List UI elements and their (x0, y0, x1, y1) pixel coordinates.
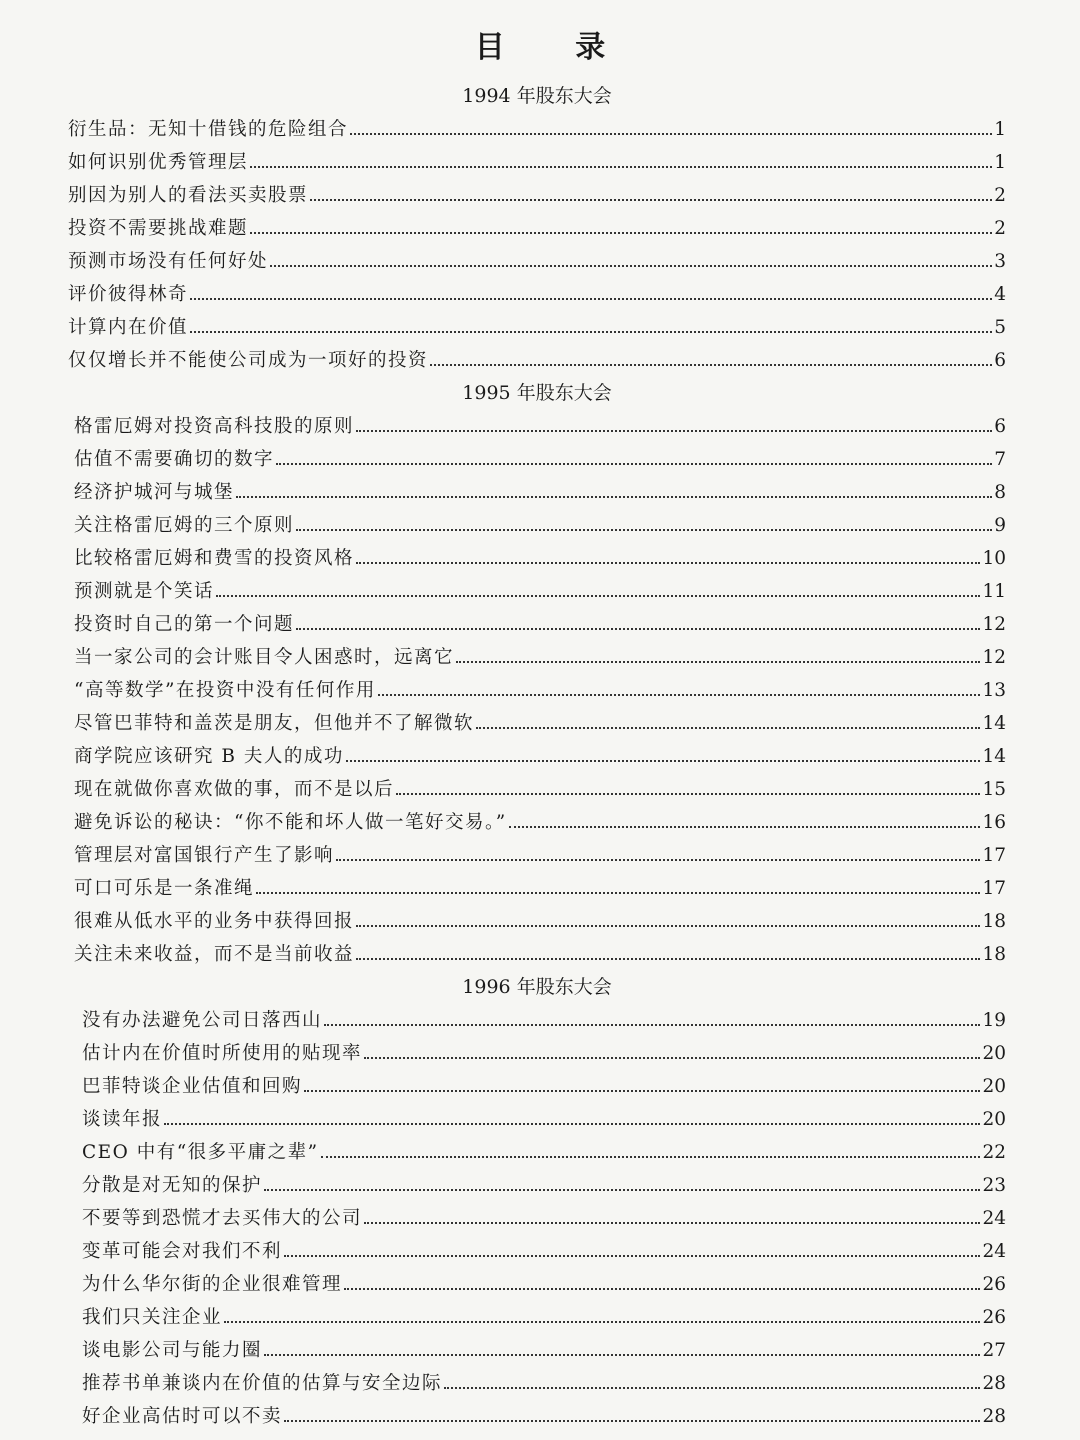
toc-entry-page-number: 4 (994, 284, 1006, 305)
toc-entry-page-number: 28 (982, 1373, 1006, 1394)
section-header: 1994 年股东大会 (462, 85, 612, 107)
dot-leader (356, 957, 980, 960)
toc-entry-title: 谈电影公司与能力圈 (82, 1340, 263, 1361)
dot-leader (264, 1188, 980, 1191)
section-entries (68, 1004, 1006, 1433)
toc-entry-title: 投资时自己的第一个问题 (74, 614, 295, 635)
toc-entry-page-number: 2 (994, 185, 1006, 206)
toc-entry-title: 评价彼得林奇 (68, 284, 189, 305)
toc-entry[interactable] (68, 1235, 1006, 1268)
dot-leader (321, 1155, 981, 1158)
toc-entry[interactable] (68, 773, 1006, 806)
toc-section (68, 80, 1006, 377)
toc-entry-page-number: 20 (982, 1109, 1006, 1130)
toc-entry-title: 尽管巴菲特和盖茨是朋友，但他并不了解微软 (74, 713, 475, 734)
toc-entry-title: 别因为别人的看法买卖股票 (68, 185, 309, 206)
dot-leader (476, 726, 980, 729)
toc-entry[interactable] (68, 1202, 1006, 1235)
dot-leader (284, 1254, 980, 1257)
toc-entry[interactable] (68, 1169, 1006, 1202)
toc-entry-page-number: 9 (994, 515, 1006, 536)
toc-entry-page-number: 24 (982, 1208, 1006, 1229)
toc-entry-page-number: 20 (982, 1043, 1006, 1064)
toc-entry-title: 避免诉讼的秘诀：“你不能和坏人做一笔好交易。” (74, 812, 507, 833)
toc-entry-title: 没有办法避免公司日落西山 (82, 1010, 323, 1031)
toc-entry-page-number: 5 (994, 317, 1006, 338)
toc-entry[interactable] (68, 212, 1006, 245)
page-title: 目 录 (474, 30, 636, 65)
dot-leader (356, 924, 980, 927)
dot-leader (190, 330, 992, 333)
toc-entry-title: 估计内在价值时所使用的贴现率 (82, 1043, 363, 1064)
toc-entry-page-number: 12 (982, 647, 1006, 668)
toc-entry-title: 仅仅增长并不能使公司成为一项好的投资 (68, 350, 429, 371)
toc-entry[interactable] (68, 1400, 1006, 1433)
dot-leader (296, 528, 992, 531)
toc-entry[interactable] (68, 1103, 1006, 1136)
dot-leader (378, 693, 981, 696)
toc-entry-page-number: 23 (982, 1175, 1006, 1196)
toc-entry-title: 现在就做你喜欢做的事，而不是以后 (74, 779, 395, 800)
dot-leader (350, 132, 992, 135)
toc-entry-page-number: 18 (982, 911, 1006, 932)
toc-entry[interactable] (68, 476, 1006, 509)
dot-leader (270, 264, 992, 267)
toc-section (68, 377, 1006, 971)
toc-entry-title: 投资不需要挑战难题 (68, 218, 249, 239)
dot-leader (250, 165, 992, 168)
dot-leader (224, 1320, 980, 1323)
toc-entry[interactable] (68, 509, 1006, 542)
toc-entry[interactable] (68, 1070, 1006, 1103)
toc-entry[interactable] (68, 806, 1006, 839)
toc-entry-title: 我们只关注企业 (82, 1307, 223, 1328)
section-entries (68, 410, 1006, 971)
dot-leader (456, 660, 980, 663)
dot-leader (296, 627, 980, 630)
toc-entry[interactable] (68, 443, 1006, 476)
toc-entry-title: 如何识别优秀管理层 (68, 152, 249, 173)
dot-leader (356, 429, 992, 432)
toc-entry-title: CEO 中有“很多平庸之辈” (82, 1142, 319, 1163)
dot-leader (509, 825, 981, 828)
dot-leader (396, 792, 980, 795)
toc-entry-page-number: 26 (982, 1274, 1006, 1295)
toc-entry-page-number: 16 (982, 812, 1006, 833)
toc-entry-page-number: 14 (982, 746, 1006, 767)
dot-leader (304, 1089, 980, 1092)
toc-entry[interactable] (68, 938, 1006, 971)
toc-entry[interactable] (68, 707, 1006, 740)
toc-entry-title: 推荐书单兼谈内在价值的估算与安全边际 (82, 1373, 443, 1394)
toc-entry-page-number: 8 (994, 482, 1006, 503)
toc-entry-title: 商学院应该研究 B 夫人的成功 (74, 746, 344, 767)
toc-entry-page-number: 28 (982, 1406, 1006, 1427)
toc-entry-title: 比较格雷厄姆和费雪的投资风格 (74, 548, 355, 569)
section-header: 1996 年股东大会 (462, 976, 612, 998)
dot-leader (364, 1221, 980, 1224)
dot-leader (256, 891, 980, 894)
toc-entry-page-number: 22 (982, 1142, 1006, 1163)
toc-entry[interactable] (68, 344, 1006, 377)
toc-entry-title: 分散是对无知的保护 (82, 1175, 263, 1196)
toc-entry[interactable] (68, 740, 1006, 773)
table-of-contents (68, 80, 1006, 1433)
section-header: 1995 年股东大会 (462, 382, 612, 404)
toc-entry-title: 关注格雷厄姆的三个原则 (74, 515, 295, 536)
toc-entry-page-number: 17 (982, 878, 1006, 899)
dot-leader (190, 297, 992, 300)
dot-leader (430, 363, 992, 366)
dot-leader (344, 1287, 980, 1290)
toc-entry-page-number: 6 (994, 416, 1006, 437)
toc-entry[interactable] (68, 608, 1006, 641)
toc-entry[interactable] (68, 905, 1006, 938)
toc-entry[interactable] (68, 1301, 1006, 1334)
toc-entry-page-number: 6 (994, 350, 1006, 371)
dot-leader (364, 1056, 980, 1059)
dot-leader (250, 231, 992, 234)
toc-entry[interactable] (68, 674, 1006, 707)
toc-entry[interactable] (68, 113, 1006, 146)
toc-entry-page-number: 7 (994, 449, 1006, 470)
toc-entry-page-number: 24 (982, 1241, 1006, 1262)
toc-entry-title: 管理层对富国银行产生了影响 (74, 845, 335, 866)
toc-entry[interactable] (68, 1334, 1006, 1367)
toc-entry-title: 预测就是个笑话 (74, 581, 215, 602)
toc-entry[interactable] (68, 839, 1006, 872)
toc-entry[interactable] (68, 245, 1006, 278)
dot-leader (336, 858, 980, 861)
toc-entry-page-number: 18 (982, 944, 1006, 965)
toc-entry[interactable] (68, 542, 1006, 575)
toc-entry-title: 格雷厄姆对投资高科技股的原则 (74, 416, 355, 437)
toc-entry-title: 计算内在价值 (68, 317, 189, 338)
toc-entry-page-number: 14 (982, 713, 1006, 734)
toc-entry-page-number: 17 (982, 845, 1006, 866)
dot-leader (164, 1122, 980, 1125)
toc-entry-title: 可口可乐是一条准绳 (74, 878, 255, 899)
section-entries (68, 113, 1006, 377)
toc-entry[interactable] (68, 575, 1006, 608)
toc-entry-page-number: 27 (982, 1340, 1006, 1361)
dot-leader (356, 561, 980, 564)
toc-entry[interactable] (68, 410, 1006, 443)
toc-entry-title: 衍生品：无知十借钱的危险组合 (68, 119, 349, 140)
dot-leader (444, 1386, 980, 1389)
toc-entry-title: 不要等到恐慌才去买伟大的公司 (82, 1208, 363, 1229)
toc-entry-title: 巴菲特谈企业估值和回购 (82, 1076, 303, 1097)
toc-entry[interactable] (68, 1004, 1006, 1037)
dot-leader (276, 462, 992, 465)
toc-entry[interactable] (68, 872, 1006, 905)
toc-entry-page-number: 3 (994, 251, 1006, 272)
toc-entry-page-number: 2 (994, 218, 1006, 239)
toc-entry-title: 谈读年报 (82, 1109, 163, 1130)
toc-entry-title: “高等数学”在投资中没有任何作用 (74, 680, 376, 701)
toc-entry[interactable] (68, 1268, 1006, 1301)
toc-entry-page-number: 26 (982, 1307, 1006, 1328)
dot-leader (346, 759, 981, 762)
toc-entry-title: 经济护城河与城堡 (74, 482, 235, 503)
toc-entry[interactable] (68, 1367, 1006, 1400)
toc-entry-page-number: 13 (982, 680, 1006, 701)
toc-entry[interactable] (68, 146, 1006, 179)
toc-entry-title: 估值不需要确切的数字 (74, 449, 275, 470)
toc-entry-page-number: 10 (982, 548, 1006, 569)
toc-entry[interactable] (68, 311, 1006, 344)
toc-entry-page-number: 12 (982, 614, 1006, 635)
toc-entry-title: 很难从低水平的业务中获得回报 (74, 911, 355, 932)
dot-leader (216, 594, 980, 597)
dot-leader (310, 198, 992, 201)
toc-entry-page-number: 19 (982, 1010, 1006, 1031)
dot-leader (324, 1023, 980, 1026)
toc-entry[interactable] (68, 1136, 1006, 1169)
dot-leader (264, 1353, 980, 1356)
toc-entry[interactable] (68, 179, 1006, 212)
toc-entry-page-number: 20 (982, 1076, 1006, 1097)
dot-leader (284, 1419, 980, 1422)
toc-entry-page-number: 11 (982, 581, 1006, 602)
toc-entry-title: 当一家公司的会计账目令人困惑时，远离它 (74, 647, 455, 668)
toc-entry-title: 变革可能会对我们不利 (82, 1241, 283, 1262)
dot-leader (236, 495, 992, 498)
toc-entry-title: 为什么华尔街的企业很难管理 (82, 1274, 343, 1295)
toc-entry-page-number: 15 (982, 779, 1006, 800)
toc-entry-title: 关注未来收益，而不是当前收益 (74, 944, 355, 965)
toc-section (68, 971, 1006, 1433)
toc-entry-page-number: 1 (994, 152, 1006, 173)
toc-entry[interactable] (68, 641, 1006, 674)
toc-entry-title: 好企业高估时可以不卖 (82, 1406, 283, 1427)
toc-entry[interactable] (68, 278, 1006, 311)
toc-entry-page-number: 1 (994, 119, 1006, 140)
toc-entry[interactable] (68, 1037, 1006, 1070)
toc-entry-title: 预测市场没有任何好处 (68, 251, 269, 272)
